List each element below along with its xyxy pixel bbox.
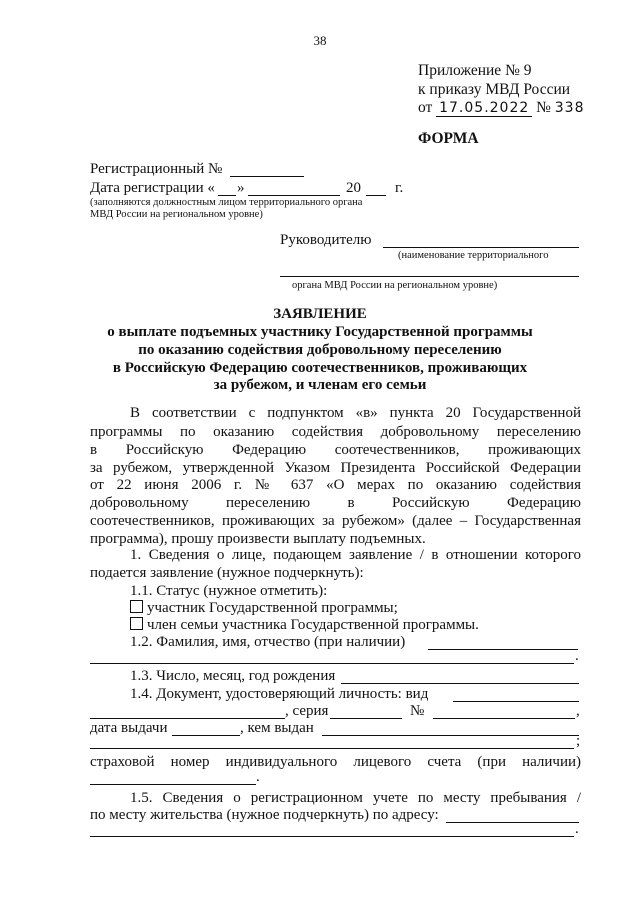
paragraph-line-6: добровольному переселению в Российскую Федерацию [90,495,581,511]
status-option-participant[interactable] [130,600,398,617]
reg-year-suffix: г. [395,180,404,196]
status-label: 1.1. Статус (нужное отметить): [130,583,328,599]
issued-by-field[interactable] [322,735,579,736]
form-label: ФОРМА [418,130,479,147]
snils-label: страховой номер индивидуального лицевого счета (при наличии) [90,754,581,770]
paragraph-line-2: программы по оказанию содействия добровольному переселению [90,424,581,440]
reg-day-field[interactable] [218,195,236,196]
title-line-3: по оказанию содействия добровольному переселению [138,342,502,358]
reg-note-1: (заполняются должностным лицом территориального органа [90,197,363,208]
series-label: , серия [285,703,329,719]
appendix-from: от [418,99,433,116]
issued-by-label: , кем выдан [240,720,314,736]
doc-type-field-2[interactable] [90,718,285,719]
fio-period: . [575,648,579,664]
reg-address-period: . [575,821,579,837]
appendix-no: № [536,99,551,116]
series-field[interactable] [330,718,402,719]
reg-month-field[interactable] [248,195,340,196]
paragraph-line-1: В соответствии с подпунктом «в» пункта 20 Государственной [130,405,581,421]
section1-line-1: 1. Сведения о лице, подающем заявление / в отношении которого [130,547,581,563]
section1-line-2: подается заявление (нужное подчеркнуть): [90,565,364,581]
reg-address-line-1: 1.5. Сведения о регистрационном учете по месту пребывания / [130,790,581,806]
paragraph-line-8: программа), прошу произвести выплату подъемных. [90,531,426,547]
reg-address-field-2[interactable] [90,836,574,837]
paragraph-line-3: в Российскую Федерацию соотечественников, проживающих [90,442,581,458]
appendix-number: 338 [554,100,585,116]
title-line-4: в Российскую Федерацию соотечественников, проживающих [112,360,528,376]
doc-number-field[interactable] [433,718,575,719]
title-line-5: за рубежом, и членам его семьи [213,377,427,393]
paragraph-line-5: от 22 июня 2006 г. № 637 «О мерах по оказанию содействия [90,477,581,493]
checkbox-family-member[interactable] [130,617,143,630]
reg-address-field[interactable] [446,822,579,823]
addressee-field-2[interactable] [280,276,579,277]
title-line-2: о выплате подъемных участнику Государственной программы [107,324,533,340]
fio-label: 1.2. Фамилия, имя, отчество (при наличии) [130,634,406,650]
reg-date-label: Дата регистрации « [90,180,215,196]
issue-date-field[interactable] [172,735,240,736]
dob-field[interactable] [341,683,579,684]
appendix-line-1: Приложение № 9 [418,62,532,79]
fio-field-2[interactable] [90,663,574,664]
reg-year-label: 20 [346,180,361,196]
number-comma: , [576,703,580,719]
reg-number-field[interactable] [230,176,304,177]
status-option-family[interactable] [130,617,479,634]
paragraph-line-4: за рубежом, утвержденной Указом Президента Российской Федерации [90,460,581,476]
paragraph-line-7: соотечественников, проживающих за рубежом» (далее – Государственная [90,513,581,529]
reg-note-2: МВД России на региональном уровне) [90,209,263,220]
status-option-participant-label: участник Государственной программы; [147,600,398,616]
reg-year-field[interactable] [366,195,386,196]
issued-by-field-2[interactable] [90,748,574,749]
reg-date-quote: » [237,180,245,196]
reg-address-line-2: по месту жительства (нужное подчеркнуть) по адресу: [90,807,439,823]
dob-label: 1.3. Число, месяц, год рождения [130,668,336,684]
title-line-1: ЗАЯВЛЕНИЕ [273,306,367,322]
doc-type-field[interactable] [453,701,579,702]
addressee-label: Руководителю [280,232,372,248]
snils-field[interactable] [90,784,256,785]
status-option-family-label: член семьи участника Государственной программы. [147,617,479,633]
checkbox-participant[interactable] [130,600,143,613]
doc-label: 1.4. Документ, удостоверяющий личность: вид [130,686,429,702]
appendix-line-2: к приказу МВД России [418,81,571,98]
addressee-note-1: (наименование территориального [398,250,549,261]
issue-date-label: дата выдачи [90,720,168,736]
addressee-note-2: органа МВД России на региональном уровне) [292,280,498,291]
page-number: 38 [313,33,327,48]
appendix-date: 17.05.2022 [436,100,532,117]
issued-by-semicolon: ; [576,733,581,749]
appendix-line-3 [418,99,584,117]
reg-number-label: Регистрационный № [90,161,223,177]
number-label: № [410,703,425,719]
addressee-field[interactable] [383,247,579,248]
fio-field[interactable] [428,649,578,650]
snils-period: . [256,769,260,785]
